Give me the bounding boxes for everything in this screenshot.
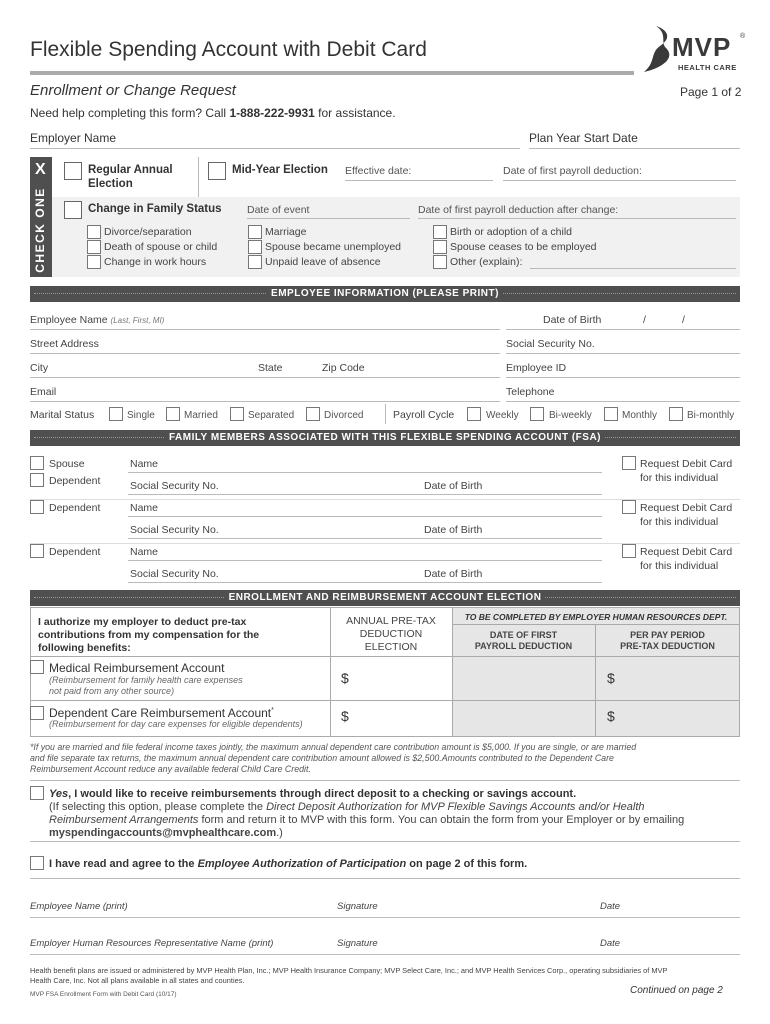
dob-label: Date of Birth [543, 314, 602, 326]
family-ssn-dob-field-3[interactable] [128, 582, 602, 583]
direct-deposit-line-2: (If selecting this option, please complete the Direct Deposit Authorization for MVP Flexible Savings Accounts and/or Health [49, 801, 645, 813]
employee-name-print-label: Employee Name (print) [30, 901, 128, 912]
form-subtitle: Enrollment or Change Request [30, 82, 236, 99]
reason-checkbox-hours[interactable] [87, 255, 101, 269]
family-ssn-label-3: Social Security No. [130, 568, 219, 580]
family-change-label: Change in Family Status [88, 203, 222, 215]
logo-subtext: HEALTH CARE [678, 63, 737, 72]
plan-year-label: Plan Year Start Date [529, 131, 638, 145]
family-name-label-2: Name [130, 502, 159, 514]
family-members-bar: FAMILY MEMBERS ASSOCIATED WITH THIS FLEXIBLE SPENDING ACCOUNT (FSA) [30, 430, 740, 446]
hr-head-divider [452, 624, 740, 625]
effective-date-field[interactable] [345, 180, 493, 181]
authorize-line-1: I authorize my employer to deduct pre-tax [38, 616, 247, 628]
marital-status-label: Marital Status [30, 409, 95, 421]
payroll-bimonthly-label: Bi-monthly [687, 410, 735, 421]
form-title: Flexible Spending Account with Debit Card [30, 38, 427, 61]
dependent-label-3: Dependent [49, 546, 101, 558]
other-explain-field[interactable] [530, 268, 736, 269]
reason-checkbox-other[interactable] [433, 255, 447, 269]
reason-label-unpaid: Unpaid leave of absence [265, 256, 381, 268]
marital-single-checkbox[interactable] [109, 407, 123, 421]
hr-date-label: Date [600, 938, 621, 949]
medical-per-pay-dollar[interactable]: $ [607, 670, 615, 686]
reason-checkbox-divorce[interactable] [87, 225, 101, 239]
family-ssn-label-1: Social Security No. [130, 480, 219, 492]
family-ssn-dob-field-2[interactable] [128, 538, 602, 539]
logo-registered: ® [740, 33, 746, 40]
payroll-weekly-checkbox[interactable] [467, 407, 481, 421]
mid-year-checkbox[interactable] [208, 162, 226, 180]
request-card-checkbox-2[interactable] [622, 500, 636, 514]
marital-divorced-label: Divorced [324, 410, 364, 421]
payroll-cycle-label: Payroll Cycle [393, 409, 455, 421]
payroll-biweekly-label: Bi-weekly [549, 410, 592, 421]
reason-label-spouse-ceases: Spouse ceases to be employed [450, 241, 597, 253]
marital-separated-label: Separated [248, 410, 295, 421]
family-dob-label-1: Date of Birth [424, 480, 483, 492]
dob-sep-2: / [682, 314, 685, 326]
agree-divider [30, 878, 740, 879]
family-name-field-3[interactable] [128, 560, 602, 561]
medical-annual-dollar[interactable]: $ [341, 670, 349, 686]
dependent-care-annual-dollar[interactable]: $ [341, 708, 349, 724]
reason-label-divorce: Divorce/separation [104, 226, 192, 238]
medical-note-1: (Reimbursement for family health care expenses [49, 675, 243, 685]
street-label: Street Address [30, 338, 99, 350]
dependent-checkbox-2[interactable] [30, 500, 44, 514]
logo-text: MVP [672, 32, 732, 62]
hr-name-print-label: Employer Human Resources Representative Name (print) [30, 938, 274, 949]
regular-row-bg [52, 157, 740, 197]
family-name-label-1: Name [130, 458, 159, 470]
employee-name-hint: (Last, First, MI) [110, 316, 165, 325]
family-change-checkbox[interactable] [64, 201, 82, 219]
family-name-field-1[interactable] [128, 472, 602, 473]
annual-head-2: DEDUCTION [359, 628, 423, 640]
payroll-biweekly-checkbox[interactable] [530, 407, 544, 421]
regular-annual-label-2: Election [88, 178, 133, 190]
hr-signature-label: Signature [337, 938, 378, 949]
col-divider-2 [452, 607, 453, 737]
first-payroll-head-2: PAYROLL DEDUCTION [474, 641, 573, 651]
city-label: City [30, 362, 49, 374]
mvp-logo [642, 24, 752, 76]
request-card-checkbox-3[interactable] [622, 544, 636, 558]
request-card-label-1: Request Debit Card [640, 458, 733, 470]
medical-label: Medical Reimbursement Account [49, 661, 225, 675]
employee-info-bar: EMPLOYEE INFORMATION (PLEASE PRINT) [30, 286, 740, 302]
per-pay-head-2: PRE-TAX DEDUCTION [620, 641, 715, 651]
dependent-care-note: (Reimbursement for day care expenses for eligible dependents) [49, 719, 303, 729]
first-payroll-field[interactable] [503, 180, 736, 181]
dob-sep-1: / [643, 314, 646, 326]
reason-checkbox-spouse-ceases[interactable] [433, 240, 447, 254]
payroll-monthly-checkbox[interactable] [604, 407, 618, 421]
zip-label: Zip Code [322, 362, 365, 374]
ssn-label: Social Security No. [506, 338, 595, 350]
family-ssn-label-2: Social Security No. [130, 524, 219, 536]
continued-label: Continued on page 2 [630, 985, 723, 996]
legal-line-1: Health benefit plans are issued or administered by MVP Health Plan, Inc.; MVP Health Insurance Company; MVP Select Care, Inc.; and MVP Health Services Corp., operating subsidiaries of MVP [30, 966, 668, 975]
family-name-field-2[interactable] [128, 516, 602, 517]
marital-divorced-checkbox[interactable] [306, 407, 320, 421]
plan-year-field[interactable] [529, 148, 740, 149]
marital-married-checkbox[interactable] [166, 407, 180, 421]
reason-checkbox-marriage[interactable] [248, 225, 262, 239]
date-of-event-field[interactable] [247, 218, 410, 219]
title-rule [30, 71, 634, 75]
medical-checkbox[interactable] [30, 660, 44, 674]
reason-label-other: Other (explain): [450, 256, 523, 268]
telephone-field[interactable] [506, 401, 740, 402]
payroll-weekly-label: Weekly [486, 410, 519, 421]
first-payroll-after-label: Date of first payroll deduction after change: [418, 204, 619, 216]
street-field[interactable] [30, 353, 500, 354]
direct-deposit-line-4: myspendingaccounts@mvphealthcare.com.) [49, 827, 283, 839]
direct-deposit-line-1: Yes, I would like to receive reimbursements through direct deposit to a checking or savings account. [49, 788, 577, 800]
spouse-checkbox[interactable] [30, 456, 44, 470]
employee-id-field[interactable] [506, 377, 740, 378]
footnote-line-1: *If you are married and file federal income taxes jointly, the maximum annual dependent care contribution amount is $5,000. If you are single, or are married [30, 742, 637, 752]
reason-checkbox-birth[interactable] [433, 225, 447, 239]
agree-checkbox[interactable] [30, 856, 44, 870]
hr-head: TO BE COMPLETED BY EMPLOYER HUMAN RESOURCES DEPT. [464, 612, 728, 622]
per-pay-head-1: PER PAY PERIOD [630, 630, 705, 640]
employer-name-field[interactable] [30, 148, 520, 149]
dependent-label-2: Dependent [49, 502, 101, 514]
city-state-zip-field[interactable] [30, 377, 500, 378]
for-individual-label-2: for this individual [640, 516, 719, 528]
first-payroll-label: Date of first payroll deduction: [503, 165, 642, 177]
direct-deposit-line-3: Reimbursement Arrangements form and return it to MVP with this form. You can obtain the form from your Employer or by emailing [49, 814, 685, 826]
dependent-care-checkbox[interactable] [30, 706, 44, 720]
legal-line-2: Health Care, Inc. Not all plans available in all states and counties. [30, 976, 245, 985]
reason-label-hours: Change in work hours [104, 256, 207, 268]
reason-label-marriage: Marriage [265, 226, 307, 238]
email-field[interactable] [30, 401, 500, 402]
page-number: Page 1 of 2 [680, 85, 742, 99]
ssn-field[interactable] [506, 353, 740, 354]
mvp-swoosh-icon [642, 24, 676, 74]
employee-signature-label: Signature [337, 901, 378, 912]
employee-signature-line[interactable] [30, 917, 740, 918]
reason-checkbox-unemployed[interactable] [248, 240, 262, 254]
check-one-mark: X [35, 161, 46, 178]
request-card-label-2: Request Debit Card [640, 502, 733, 514]
spouse-label: Spouse [49, 458, 85, 470]
family-dob-label-3: Date of Birth [424, 568, 483, 580]
first-payroll-after-field[interactable] [418, 218, 736, 219]
agree-text: I have read and agree to the Employee Authorization of Participation on page 2 of this form. [49, 858, 528, 870]
annual-head-1: ANNUAL PRE-TAX [346, 615, 436, 627]
dependent-label-1: Dependent [49, 475, 101, 487]
state-label: State [258, 362, 283, 374]
dob-field[interactable] [506, 329, 740, 330]
reason-label-unemployed: Spouse became unemployed [265, 241, 402, 253]
footnote-line-2: and file separate tax returns, the maximum annual dependent care contribution amount allowed is $2,500.Amounts contributed to the Dependent Care [30, 753, 614, 763]
head-row-divider [30, 656, 740, 657]
employer-name-label: Employer Name [30, 131, 117, 145]
marital-separated-checkbox[interactable] [230, 407, 244, 421]
payroll-bimonthly-checkbox[interactable] [669, 407, 683, 421]
reason-checkbox-death[interactable] [87, 240, 101, 254]
employee-date-label: Date [600, 901, 621, 912]
marital-single-label: Single [127, 410, 155, 421]
regular-annual-label: Regular Annual [88, 164, 173, 176]
footnote-line-3: Reimbursement Account reduce any available federal Child Care Credit. [30, 764, 311, 774]
authorize-line-2: contributions from my compensation for the [38, 629, 260, 641]
election-divider [198, 157, 199, 197]
request-card-label-3: Request Debit Card [640, 546, 733, 558]
mid-year-label: Mid-Year Election [232, 164, 328, 176]
check-one-label: CHECK ONE [33, 187, 47, 273]
date-of-event-label: Date of event [247, 204, 310, 216]
marital-married-label: Married [184, 410, 218, 421]
marital-payroll-divider [385, 404, 386, 424]
request-card-checkbox-1[interactable] [622, 456, 636, 470]
payroll-monthly-label: Monthly [622, 410, 658, 421]
family-ssn-dob-field-1[interactable] [128, 494, 602, 495]
hr-signature-line[interactable] [30, 954, 740, 955]
effective-date-label: Effective date: [345, 165, 412, 177]
dependent-checkbox-3[interactable] [30, 544, 44, 558]
employee-name-field[interactable] [30, 329, 500, 330]
medical-note-2: not paid from any other source) [49, 686, 175, 696]
family-dob-label-2: Date of Birth [424, 524, 483, 536]
telephone-label: Telephone [506, 386, 555, 398]
medical-row-divider [30, 700, 740, 701]
employee-id-label: Employee ID [506, 362, 567, 374]
dependent-care-label: Dependent Care Reimbursement Account* [49, 706, 274, 720]
election-bar: ENROLLMENT AND REIMBURSEMENT ACCOUNT ELECTION [30, 590, 740, 606]
annual-head-3: ELECTION [364, 641, 418, 653]
employee-name-label: Employee Name (Last, First, MI) [30, 314, 165, 326]
first-payroll-head-1: DATE OF FIRST [489, 630, 558, 640]
for-individual-label-1: for this individual [640, 472, 719, 484]
direct-deposit-checkbox[interactable] [30, 786, 44, 800]
dependent-checkbox-1[interactable] [30, 473, 44, 487]
authorize-line-3: following benefits: [38, 642, 131, 654]
form-id: MVP FSA Enrollment Form with Debit Card (10/17) [30, 991, 177, 998]
help-phone[interactable]: 1-888-222-9931 [229, 106, 315, 120]
direct-deposit-email[interactable]: myspendingaccounts@mvphealthcare.com [49, 827, 277, 839]
help-text: Need help completing this form? Call 1-888-222-9931 for assistance. [30, 106, 396, 120]
family-name-label-3: Name [130, 546, 159, 558]
for-individual-label-3: for this individual [640, 560, 719, 572]
reason-label-death: Death of spouse or child [104, 241, 218, 253]
email-label: Email [30, 386, 57, 398]
reason-label-birth: Birth or adoption of a child [450, 226, 572, 238]
dependent-care-per-pay-dollar[interactable]: $ [607, 708, 615, 724]
regular-annual-checkbox[interactable] [64, 162, 82, 180]
reason-checkbox-unpaid[interactable] [248, 255, 262, 269]
